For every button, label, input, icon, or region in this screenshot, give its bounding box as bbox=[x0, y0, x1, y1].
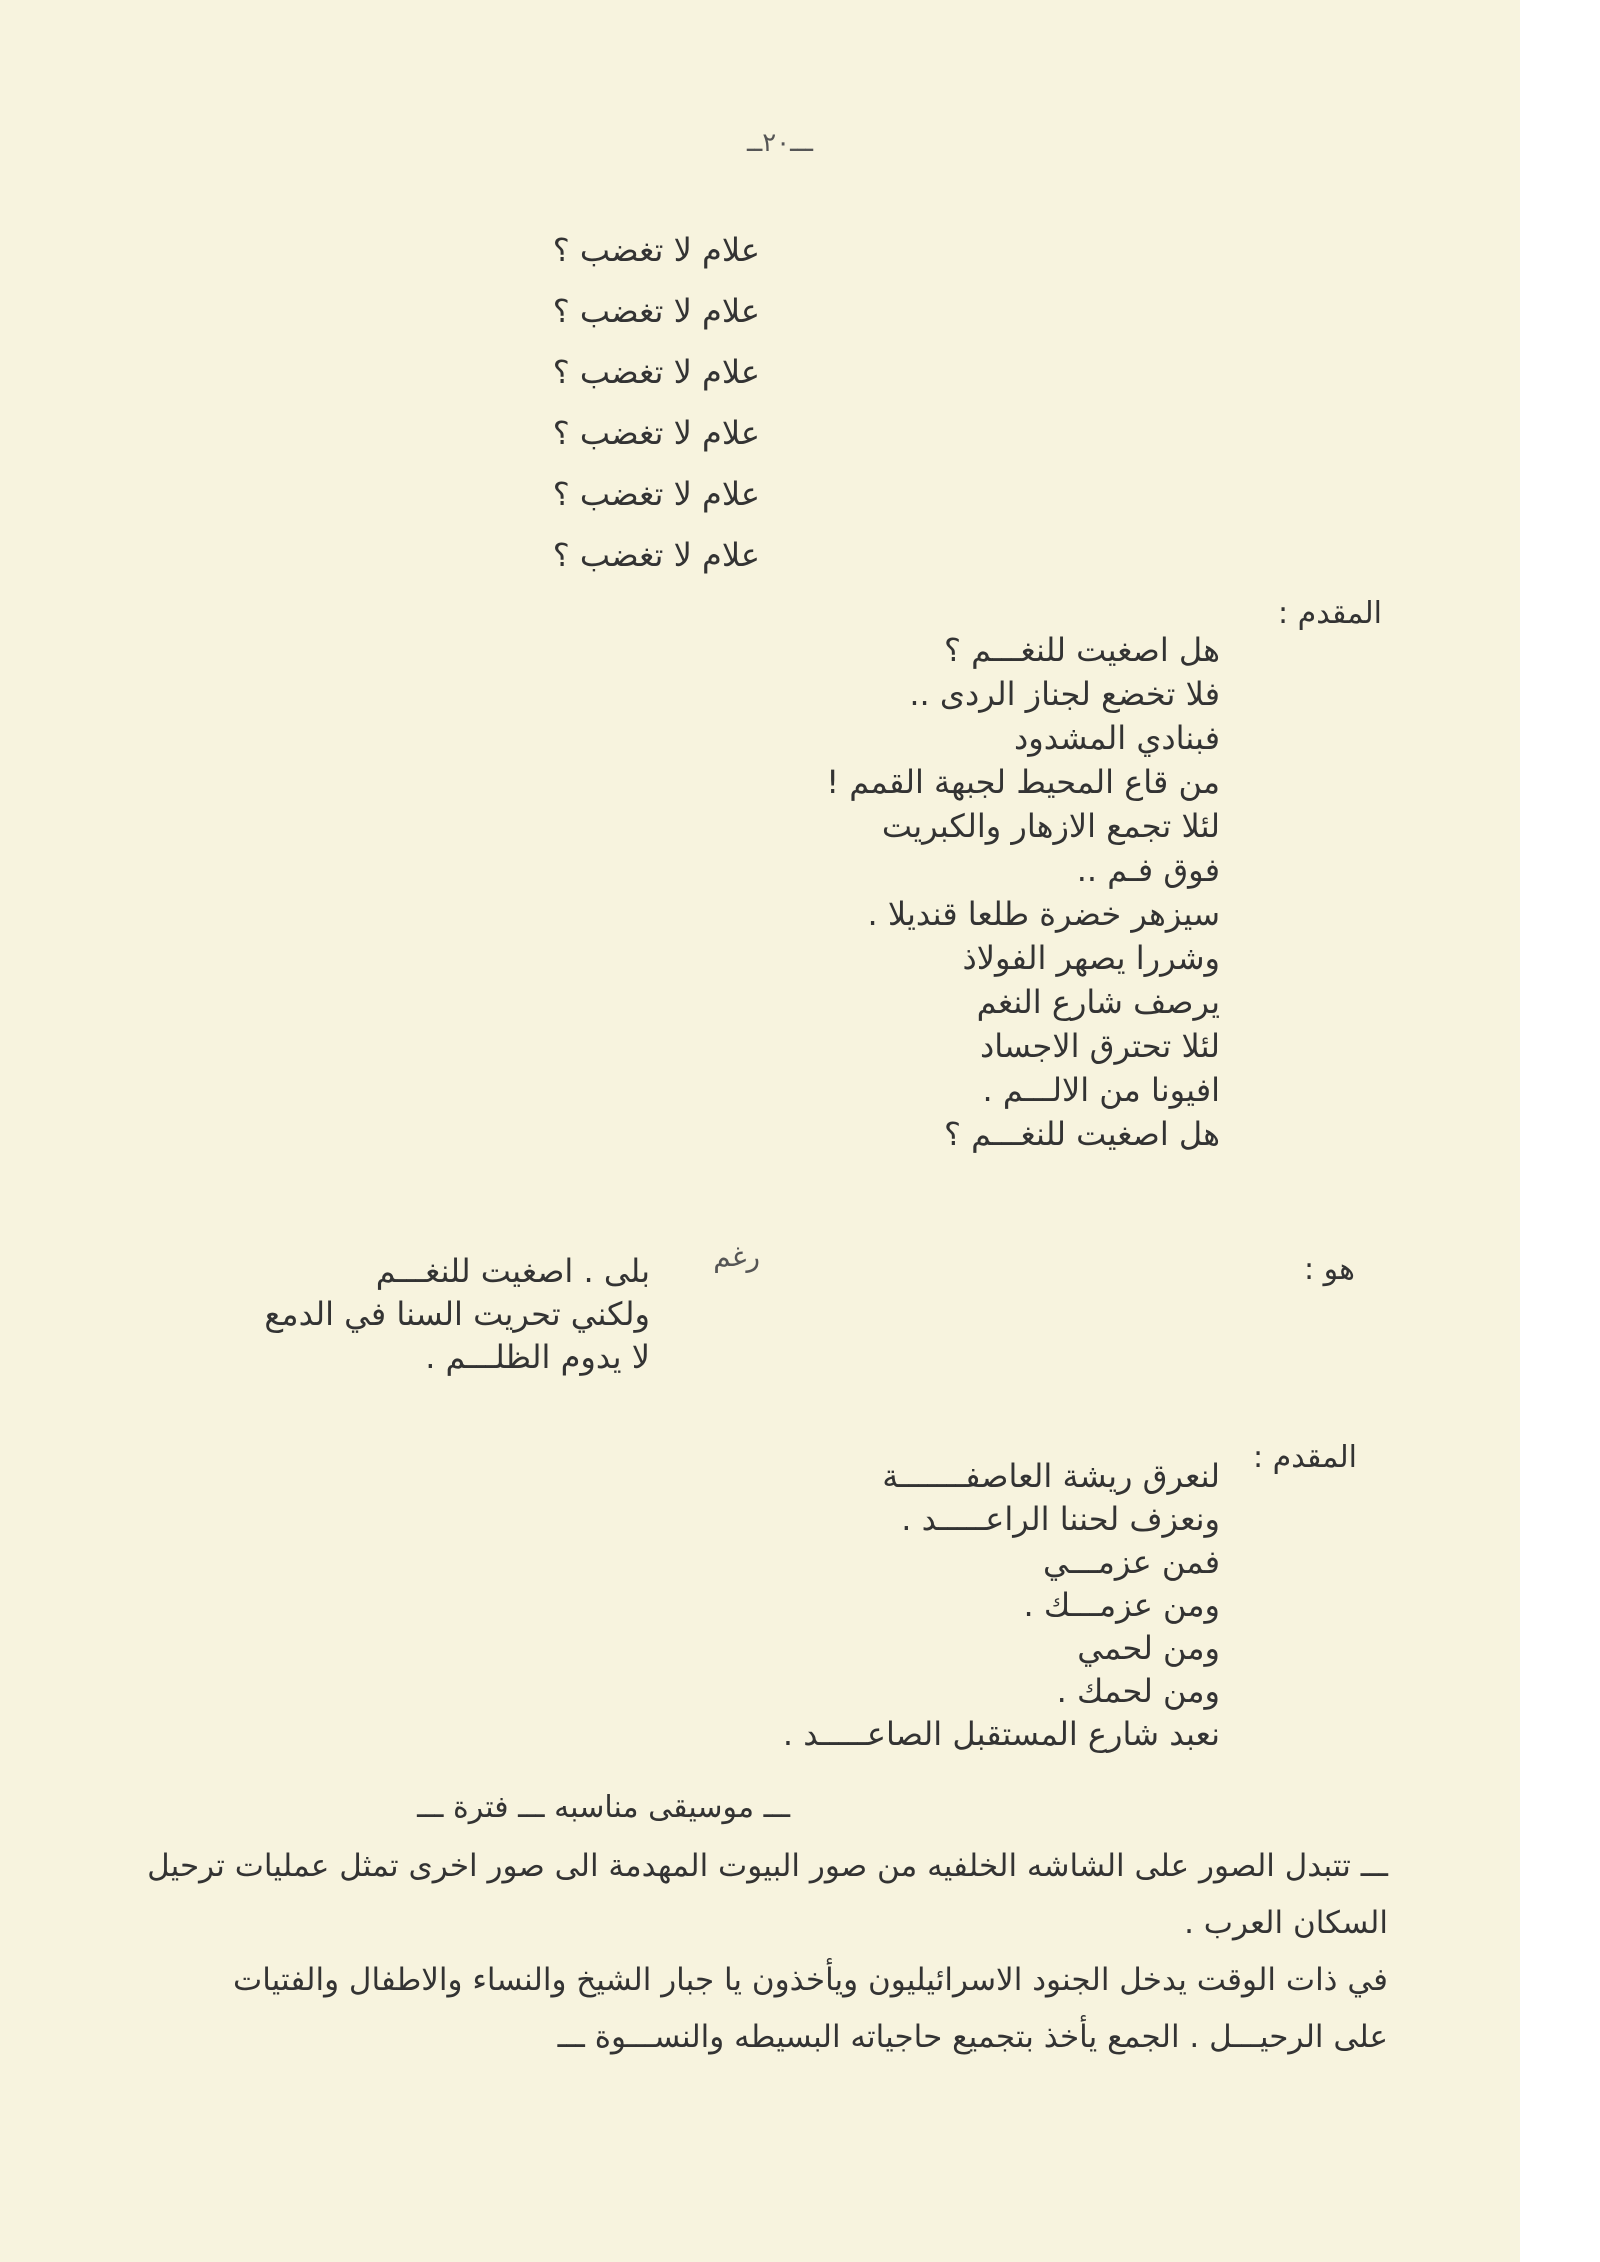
verse-line: هل اصغيت للنغـــم ؟ bbox=[943, 1115, 1220, 1153]
verse-block bbox=[480, 1455, 1220, 1756]
verse-line: يرصف شارع النغم bbox=[976, 983, 1220, 1021]
verse-line: بلى . اصغيت للنغـــم bbox=[375, 1252, 650, 1290]
refrain-block bbox=[240, 220, 760, 586]
verse-line: ومن لحمك . bbox=[1056, 1672, 1220, 1710]
speaker-label: هو : bbox=[1304, 1252, 1355, 1287]
refrain-line: علام لا تغضب ؟ bbox=[552, 475, 760, 513]
refrain-line: علام لا تغضب ؟ bbox=[552, 292, 760, 330]
verse-line: سيزهر خضرة طلعا قنديلا . bbox=[867, 895, 1220, 933]
verse-line: فمن عزمـــي bbox=[1042, 1543, 1220, 1581]
stage-direction: ـــ موسيقى مناسبه ـــ فترة ـــ bbox=[417, 1790, 790, 1825]
speaker-label: المقدم : bbox=[1253, 1440, 1357, 1475]
verse-line: ونعزف لحننا الراعـــــد . bbox=[901, 1500, 1220, 1538]
verse-line: لئلا تجمع الازهار والكبريت bbox=[881, 807, 1220, 845]
verse-block bbox=[90, 1250, 650, 1379]
verse-line: لنعرق ريشة العاصفـــــــة bbox=[882, 1457, 1220, 1495]
description-line: في ذات الوقت يدخل الجنود الاسرائيليون ويأخذون يا جبار الشيخ والنساء والاطفال والفتيات bbox=[233, 1962, 1388, 1998]
verse-line: فلا تخضع لجناز الردى .. bbox=[909, 675, 1220, 713]
description-line: السكان العرب . bbox=[1184, 1905, 1388, 1941]
page-edge bbox=[1520, 0, 1560, 2262]
verse-line: ولكني تحريت السنا في الدمع bbox=[264, 1295, 650, 1333]
verse-line: فبنادي المشدود bbox=[1013, 719, 1220, 757]
verse-line: وشررا يصهر الفولاذ bbox=[962, 939, 1220, 977]
verse-line: لئلا تحترق الاجساد bbox=[979, 1027, 1220, 1065]
refrain-line: علام لا تغضب ؟ bbox=[552, 231, 760, 269]
scene-description bbox=[110, 1838, 1388, 2066]
refrain-line: علام لا تغضب ؟ bbox=[552, 536, 760, 574]
refrain-line: علام لا تغضب ؟ bbox=[552, 414, 760, 452]
description-line: على الرحيـــل . الجمع يأخذ بتجميع حاجياته البسيطه والنســـوة ـــ bbox=[557, 2019, 1388, 2055]
verse-line: نعبد شارع المستقبل الصاعـــــد . bbox=[782, 1715, 1220, 1753]
verse-line: من قاع المحيط لجبهة القمم ! bbox=[826, 763, 1220, 801]
description-line: ـــ تتبدل الصور على الشاشه الخلفيه من صور البيوت المهدمة الى صور اخرى تمثل عمليات ترحيل bbox=[147, 1848, 1388, 1884]
verse-block bbox=[460, 628, 1220, 1156]
speaker-label: المقدم : bbox=[1278, 596, 1382, 631]
verse-line: هل اصغيت للنغـــم ؟ bbox=[943, 631, 1220, 669]
page-number: ـــ٢٠ــ bbox=[746, 128, 814, 158]
refrain-line: علام لا تغضب ؟ bbox=[552, 353, 760, 391]
verse-line: ومن لحمي bbox=[1077, 1629, 1220, 1667]
verse-line: فوق فـم .. bbox=[1076, 851, 1220, 889]
verse-line: ومن عزمـــك . bbox=[1023, 1586, 1220, 1624]
verse-line: افيونا من الالـــم . bbox=[982, 1071, 1220, 1109]
interjection-note: رغم bbox=[713, 1240, 760, 1273]
verse-line: لا يدوم الظلـــم . bbox=[425, 1338, 650, 1376]
